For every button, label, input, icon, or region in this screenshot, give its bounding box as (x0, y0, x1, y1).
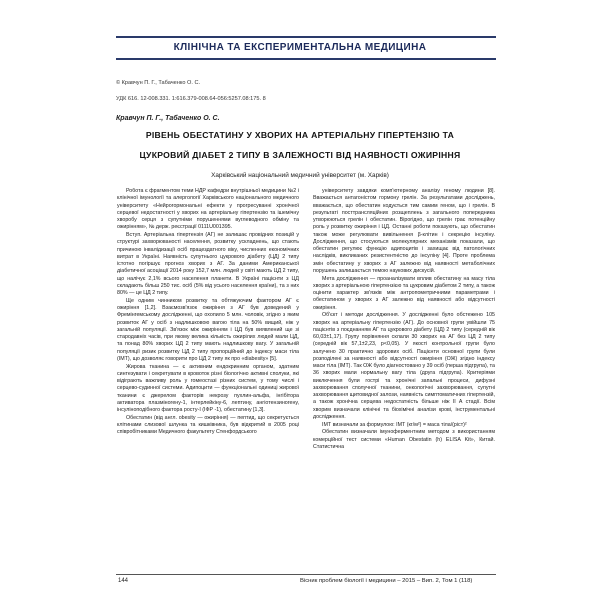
article-title-line-1: РІВЕНЬ ОБЕСТАТИНУ У ХВОРИХ НА АРТЕРІАЛЬНУ ГІПЕРТЕНЗІЮ ТА (145, 130, 455, 140)
paragraph: університету завдяки комп'ютерному аналізу геному людини [8]. Вважається антагоністом гормону грелін. За результатами досліджень, вважається, що обестатин кодується тим самим геном, що і грелін. В результаті посттрансляційних розщеплень з загального попередника утворюються грелін і обестатин. Вірогідно, що грелін грає потенційну роль у розвитку ожиріння і ЦД. Останні роботи показують, що обестатин також може регулювати вивільнення β-клітин і секрецію інсуліну. Дослідження, що стосуються молекулярних механізмів показали, що обестатин регулює функцію адипоцитів і захищає від патологічних наслідків, викликаних резистентністю до інсуліну [4]. Проте проблема змін обестатину у хворих з АГ залежно від наявності метаболічних порушень залишається темою наукових дискусій. (313, 188, 495, 274)
paragraph: Робота є фрагментом теми НДР кафедри внутрішньої медицини №2 і клінічної імунології та алергології Харківського національного медичного університету «Нейрогормональні ефекти у прогресуванні хронічної серцевої недостатності у хворих на артеріальну гіпертензію та ішемічну хворобу серця з супутніми порушеннями вуглеводного обміну та ожирінням», № держ. реєстрації 0111U001395. (117, 188, 299, 231)
udc-code: УДК 616. 12-008.331. 1:616.379-008.64-056:5257.08:175. 8 (116, 96, 266, 102)
page-number: 144 (118, 578, 129, 584)
paragraph: Вступ. Артеріальна гіпертензія (АГ) не залишає провідних позицій у структурі захворюваності населення, розвитку ускладнень, що стають причиною інвалідизації осіб працездатного віку, численних економічних витрат в Україні. Наявність супутнього цукрового діабету (ЦД) 2 типу істотно погіршує прогноз хворих з АГ. За даними Американської діабетичної асоціації 2014 року 152,7 млн. людей у світі мають ЦД 2 типу, що налічує 2,1% всього населення планети. В Україні пацієнти з ЦД складають більш 250 тис. осіб (5% від усього населення країни), та з них 80% — це ЦД 2 типу. (117, 232, 299, 296)
article-authors: Кравчун П. Г., Табаченко О. С. (116, 115, 220, 122)
header-rule-bottom (116, 58, 496, 60)
body-column-left (117, 188, 299, 573)
paragraph: Об'єкт і методи дослідження. У дослідженні було обстежено 105 хворих на артеріальну гіпертензію (АГ). До основної групи увійшли 75 пацієнтів з поєднанням АГ та цукрового діабету (ЦД) 2 типу (середній вік 60,03±1,17). Групу порівняння склали 30 хворих на АГ без ЦД 2 типу (середній вік 57,1±2,23, p<0,05). У якості контрольної групи було залучено 30 практично здорових осіб. Пацієнти основної групи були розподілені за наявності або відсутності ожиріння (ОЖ) згідно індексу маси тіла (ІМТ). Так ОЖ було діагностовано у 39 осіб (перша підгрупа), та 36 хворих мали нормальну вагу тіла (друга підгрупа). Критеріями виключення були гострі та хронічні запальні процеси, дифузні захворювання сполучної тканини, онкологічні захворювання, супутні захворювання щитовидної залози, наявність симптоматичних гіпертензій, а також хронічна серцева недостатність більше ніж II А стадії. Всім хворим визначали клінічні та біохімічні аналізи крові, інструментальні дослідження. (313, 312, 495, 420)
paragraph: Обестатин визначали імуноферментним методом з використанням комерційної тест системи «Human Obestatin (h) ELISA Kit», Китай. Статистична (313, 429, 495, 450)
article-affiliation: Харківський національний медичний університет (м. Харків) (211, 172, 389, 179)
paragraph: ІМТ визначали за формулою: ІМТ (кг/м²) = маса тіла/(ріст)² (322, 421, 467, 428)
paragraph: Ще одним чинником розвитку та обтяжуючим фактором АГ є ожиріння [1,2]. Взаємозв'язок ожиріння з АГ був доведений у Фремінгемському дослідженні, що охопило 5 млн. чоловік, згідно з яким розвиток АГ у осіб з надлишковою вагою тіла на 50% вищий, ніж у загальній популяції. Зв'язок між ожирінням і ЦД був виявлений ще зі стародавніх часів, при якому велика кількість ожирілих людей мали ЦД, та понад 80% хворих ЦД 2 типу мають надлишкову вагу. У загальній популяції ризик розвитку ЦД 2 типу пропорційний до індексу маси тіла (ІМТ), що дозволяє говорити про ЦД 2 типу як про «diabesity» [5]. (117, 297, 299, 362)
article-title-line-2: ЦУКРОВИЙ ДІАБЕТ 2 ТИПУ В ЗАЛЕЖНОСТІ ВІД НАЯВНОСТІ ОЖИРІННЯ (139, 150, 461, 160)
footer-rule (116, 574, 496, 575)
copyright-line: © Кравчун П. Г., Табаченко О. С. (116, 80, 201, 86)
body-column-right (313, 188, 495, 573)
paragraph: Жирова тканина — є активним ендокринним органом, здатним синтезувати і секретувати в кровоток різні біологічно активні сполуки, які відіграють важливу роль у гомеостазі різних систем, у тому числі і серцево-судинної системи. Адипоцити — функціональні одиниці жирової тканини є джерелом факторів некрозу пухлин-альфа, інгібітора активатора плазміногену-1, інтерлейкіну-6, лептину, ангіотензиногену, інсуліноподібного фактора росту-І (ІФР -1), обестатину [1,3]. (117, 363, 299, 413)
paragraph: Обестатин (від англ. obesity — ожиріння) — пептид, що секретується клітинами слизової шлунка та кишківника, був відкритий в 2005 році співробітниками Медичного факультету Стенфордського (117, 414, 299, 436)
journal-citation: Вісник проблем біології і медицини – 2015 – Вип. 2, Том 1 (118) (300, 578, 473, 584)
header-rule-top (116, 36, 496, 38)
paragraph: Мета дослідження — проаналізувати вплив обестатину на масу тіла хворих з артеріальною гіпертензією та цукровим діабетом 2 типу, а також оцінити характер зв'язків між антропометричними параметрами і обестатином у хворих з АГ залежно від наявності або відсутності ожиріння. (313, 275, 495, 311)
section-title: КЛІНІЧНА ТА ЕКСПЕРИМЕНТАЛЬНА МЕДИЦИНА (173, 42, 427, 53)
